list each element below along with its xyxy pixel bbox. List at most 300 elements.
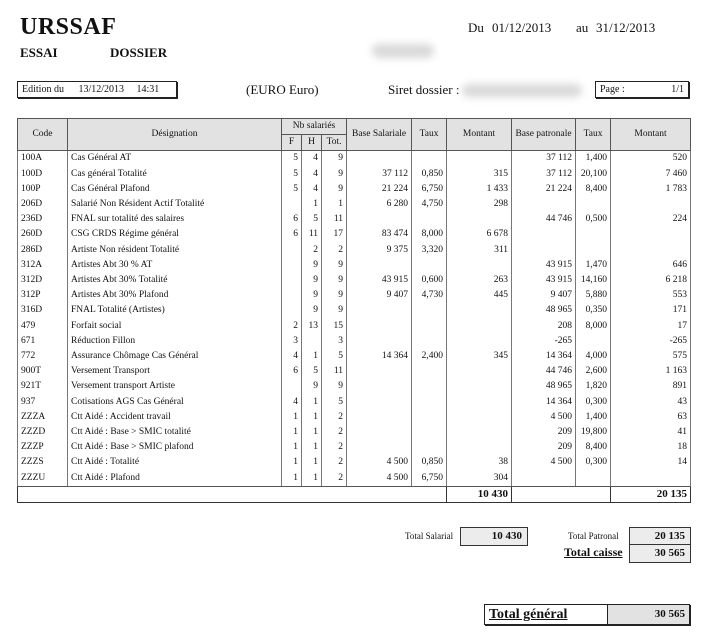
cell-tot: 5 [322,395,347,410]
cell-montant-salarial: 263 [447,273,512,288]
total-general-label: Total général [489,607,568,622]
cell-code: 900T [18,364,68,379]
period-du-label: Du [468,20,484,35]
cell-code: ZZZP [18,440,68,455]
table-row [18,471,691,487]
cell-tot: 11 [322,364,347,379]
cell-taux-patronal: 1,400 [576,151,611,167]
cell-h: 9 [302,288,322,303]
cell-base-patronale: 209 [512,440,576,455]
cell-code: 260D [18,227,68,242]
cell-f: 4 [282,349,302,364]
cell-taux-salarial [412,410,447,425]
table-row [18,227,691,242]
cell-h: 1 [302,440,322,455]
cell-f: 3 [282,334,302,349]
cell-f [282,288,302,303]
table-row [18,273,691,288]
cell-h: 2 [302,243,322,258]
cell-montant-patronal: 6 218 [611,273,691,288]
page-label: Page : [600,84,625,95]
cell-designation: Artiste Non résident Totalité [68,243,282,258]
cell-taux-salarial: 0,600 [412,273,447,288]
cell-montant-salarial: 1 433 [447,182,512,197]
cell-tot: 3 [322,334,347,349]
cell-montant-patronal: 520 [611,151,691,167]
cell-montant-salarial [447,410,512,425]
col-base-salariale: Base Salariale [347,119,412,151]
cell-tot: 9 [322,167,347,182]
cell-montant-patronal: -265 [611,334,691,349]
table-row [18,319,691,334]
cell-taux-salarial: 6,750 [412,471,447,487]
cell-code: 772 [18,349,68,364]
cell-h: 5 [302,364,322,379]
cell-taux-patronal [576,334,611,349]
cell-code: 206D [18,197,68,212]
cell-montant-salarial [447,319,512,334]
total-caisse-value: 30 565 [629,544,691,563]
cell-base-salariale [347,379,412,394]
cell-base-salariale [347,319,412,334]
cell-base-salariale [347,258,412,273]
cell-base-salariale: 83 474 [347,227,412,242]
cell-tot: 15 [322,319,347,334]
cell-base-patronale: 9 407 [512,288,576,303]
col-designation: Désignation [68,119,282,151]
cell-f [282,258,302,273]
table-row [18,395,691,410]
cell-h: 11 [302,227,322,242]
cell-taux-patronal: 2,600 [576,364,611,379]
cell-base-patronale: 37 112 [512,167,576,182]
cell-montant-patronal: 171 [611,303,691,318]
cell-tot: 2 [322,410,347,425]
cell-h: 4 [302,167,322,182]
cell-base-salariale: 14 364 [347,349,412,364]
cell-taux-salarial: 8,000 [412,227,447,242]
cell-code: 100A [18,151,68,167]
cell-f: 4 [282,395,302,410]
cell-base-patronale [512,227,576,242]
table-row [18,364,691,379]
cell-base-salariale [347,212,412,227]
cell-tot: 9 [322,151,347,167]
cell-code: ZZZA [18,410,68,425]
org-title: URSSAF [20,14,117,40]
total-general-value: 30 565 [607,605,689,624]
cell-designation: Forfait social [68,319,282,334]
period-end: 31/12/2013 [596,20,656,35]
cell-taux-salarial: 3,320 [412,243,447,258]
totals-spacer-2 [512,486,611,502]
cell-montant-salarial [447,303,512,318]
cell-f: 1 [282,471,302,487]
cell-taux-salarial: 0,850 [412,455,447,470]
edition-time: 14:31 [136,84,160,95]
cell-montant-salarial [447,425,512,440]
col-taux-patronal: Taux [576,119,611,151]
cell-taux-patronal: 1,470 [576,258,611,273]
cell-base-patronale [512,471,576,487]
cell-montant-salarial: 304 [447,471,512,487]
cell-f: 6 [282,364,302,379]
cell-taux-salarial [412,425,447,440]
cell-tot: 2 [322,440,347,455]
cell-base-patronale: 14 364 [512,349,576,364]
total-salarial-value: 10 430 [460,527,528,546]
cell-taux-salarial [412,258,447,273]
cell-base-patronale: 48 965 [512,379,576,394]
cell-montant-patronal: 17 [611,319,691,334]
table-row [18,349,691,364]
table-row [18,440,691,455]
cell-designation: CSG CRDS Régime général [68,227,282,242]
cell-designation: Cas Général AT [68,151,282,167]
cell-designation: FNAL Totalité (Artistes) [68,303,282,318]
period-start: 01/12/2013 [492,20,552,35]
col-taux-salarial: Taux [412,119,447,151]
cell-code: 312D [18,273,68,288]
cell-designation: Ctt Aidé : Plafond [68,471,282,487]
cell-base-patronale: 43 915 [512,273,576,288]
cell-base-patronale [512,243,576,258]
cell-montant-salarial [447,395,512,410]
cell-taux-patronal: 20,100 [576,167,611,182]
cell-h: 1 [302,455,322,470]
cell-base-salariale [347,440,412,455]
total-salarial-label: Total Salarial [405,531,454,541]
table-row [18,212,691,227]
cell-montant-patronal [611,197,691,212]
cell-f: 5 [282,182,302,197]
col-h: H [302,135,322,151]
cell-f: 5 [282,167,302,182]
cell-base-patronale: 48 965 [512,303,576,318]
total-montant-patronal: 20 135 [611,486,691,502]
cell-montant-salarial [447,379,512,394]
cell-montant-patronal: 18 [611,440,691,455]
total-caisse-label: Total caisse [564,545,623,559]
cell-montant-salarial: 6 678 [447,227,512,242]
cell-taux-patronal [576,243,611,258]
cell-designation: Ctt Aidé : Base > SMIC plafond [68,440,282,455]
cell-montant-salarial: 311 [447,243,512,258]
cell-h: 13 [302,319,322,334]
edition-date: 13/12/2013 [78,84,125,95]
siret-label: Siret dossier : [388,82,460,97]
cell-montant-salarial: 345 [447,349,512,364]
cell-base-salariale: 21 224 [347,182,412,197]
table-row [18,151,691,167]
cell-h: 9 [302,258,322,273]
cell-montant-patronal: 646 [611,258,691,273]
cell-montant-patronal: 553 [611,288,691,303]
cell-montant-patronal: 891 [611,379,691,394]
cell-h: 9 [302,303,322,318]
cell-montant-patronal: 43 [611,395,691,410]
cell-taux-patronal: 0,500 [576,212,611,227]
cell-montant-salarial [447,151,512,167]
cell-tot: 9 [322,303,347,318]
cell-f: 6 [282,227,302,242]
total-patronal-label: Total Patronal [568,531,619,541]
cell-code: 100D [18,167,68,182]
period-au-label: au [576,20,589,35]
cell-f [282,273,302,288]
cell-designation: Cas général Totalité [68,167,282,182]
cell-montant-salarial [447,258,512,273]
cell-designation: Ctt Aidé : Base > SMIC totalité [68,425,282,440]
cell-taux-patronal: 8,400 [576,440,611,455]
cell-designation: Cas Général Plafond [68,182,282,197]
cell-taux-patronal [576,471,611,487]
page-value: 1/1 [671,84,684,95]
cell-base-salariale [347,425,412,440]
cell-base-patronale: 44 746 [512,212,576,227]
cell-designation: Versement transport Artiste [68,379,282,394]
cell-tot: 17 [322,227,347,242]
cell-taux-salarial: 4,730 [412,288,447,303]
edition-box [17,81,177,98]
cell-montant-salarial: 315 [447,167,512,182]
cell-base-salariale: 9 375 [347,243,412,258]
cell-taux-patronal: 0,300 [576,455,611,470]
cell-h: 5 [302,212,322,227]
cell-base-salariale: 43 915 [347,273,412,288]
totals-spacer [18,486,447,502]
table-row [18,334,691,349]
cell-taux-patronal: 0,350 [576,303,611,318]
cell-base-salariale [347,303,412,318]
col-montant-salarial: Montant [447,119,512,151]
cell-f: 1 [282,425,302,440]
cell-taux-salarial [412,334,447,349]
cell-designation: Assurance Chômage Cas Général [68,349,282,364]
cell-h: 1 [302,349,322,364]
cell-tot: 2 [322,455,347,470]
cell-taux-salarial [412,151,447,167]
cell-tot: 2 [322,243,347,258]
cell-f: 6 [282,212,302,227]
cell-f: 2 [282,319,302,334]
total-patronal-value: 20 135 [629,527,691,546]
cell-h: 1 [302,395,322,410]
cell-montant-salarial [447,212,512,227]
cell-f [282,243,302,258]
col-f: F [282,135,302,151]
total-montant-salarial: 10 430 [447,486,512,502]
cell-base-salariale [347,151,412,167]
cell-base-patronale [512,197,576,212]
cell-h: 1 [302,410,322,425]
redacted-dossier-name [372,44,434,58]
total-general-box [484,604,690,625]
table-row [18,288,691,303]
dossier-label: DOSSIER [110,45,168,60]
cell-code: 479 [18,319,68,334]
cell-tot: 9 [322,258,347,273]
cell-taux-patronal: 19,800 [576,425,611,440]
table-row [18,243,691,258]
cell-base-patronale: 14 364 [512,395,576,410]
cell-f: 5 [282,151,302,167]
table-row [18,425,691,440]
col-base-patronale: Base patronale [512,119,576,151]
cell-code: 100P [18,182,68,197]
cell-designation: Réduction Fillon [68,334,282,349]
cell-h: 4 [302,151,322,167]
cell-base-salariale: 4 500 [347,471,412,487]
cell-code: 312A [18,258,68,273]
cell-base-patronale: -265 [512,334,576,349]
cell-f [282,197,302,212]
cell-h: 1 [302,425,322,440]
cell-designation: Cotisations AGS Cas Général [68,395,282,410]
cotisations-table [17,118,691,503]
cell-h: 1 [302,197,322,212]
cell-base-patronale: 44 746 [512,364,576,379]
cell-base-patronale: 43 915 [512,258,576,273]
page-box [595,81,689,98]
cell-tot: 1 [322,197,347,212]
col-code: Code [18,119,68,151]
cell-base-patronale: 4 500 [512,410,576,425]
cell-montant-patronal: 1 783 [611,182,691,197]
table-row [18,410,691,425]
cell-base-patronale: 37 112 [512,151,576,167]
cell-taux-salarial: 6,750 [412,182,447,197]
cell-montant-salarial [447,334,512,349]
cell-f [282,379,302,394]
cell-base-salariale: 9 407 [347,288,412,303]
cell-montant-patronal [611,243,691,258]
cell-tot: 9 [322,273,347,288]
cell-h [302,334,322,349]
cell-tot: 9 [322,182,347,197]
cell-montant-salarial [447,364,512,379]
cell-base-patronale: 21 224 [512,182,576,197]
table-row [18,379,691,394]
table-row [18,455,691,470]
cell-base-salariale [347,334,412,349]
cell-base-salariale: 37 112 [347,167,412,182]
table-row [18,182,691,197]
cell-designation: Ctt Aidé : Totalité [68,455,282,470]
cell-taux-patronal: 1,400 [576,410,611,425]
cell-f: 1 [282,455,302,470]
cell-taux-patronal: 8,000 [576,319,611,334]
cell-f: 1 [282,410,302,425]
cell-base-salariale [347,364,412,379]
cell-taux-salarial [412,440,447,455]
cell-taux-patronal: 5,880 [576,288,611,303]
cell-taux-salarial [412,212,447,227]
cell-montant-salarial: 445 [447,288,512,303]
cell-taux-salarial [412,303,447,318]
cell-code: 671 [18,334,68,349]
cell-taux-salarial: 0,850 [412,167,447,182]
cell-tot: 9 [322,379,347,394]
cell-montant-patronal: 63 [611,410,691,425]
cell-h: 4 [302,182,322,197]
cell-designation: Artistes Abt 30% Plafond [68,288,282,303]
cell-montant-patronal: 1 163 [611,364,691,379]
cell-designation: Salarié Non Résident Actif Totalité [68,197,282,212]
cell-taux-patronal: 14,160 [576,273,611,288]
cell-designation: Ctt Aidé : Accident travail [68,410,282,425]
cell-code: 312P [18,288,68,303]
table-row [18,303,691,318]
cell-taux-patronal: 1,820 [576,379,611,394]
cell-base-salariale: 4 500 [347,455,412,470]
cell-montant-patronal [611,227,691,242]
cell-taux-salarial [412,379,447,394]
cell-montant-salarial: 298 [447,197,512,212]
cell-taux-patronal: 0,300 [576,395,611,410]
cell-tot: 5 [322,349,347,364]
cell-code: ZZZS [18,455,68,470]
cell-code: 236D [18,212,68,227]
cell-code: ZZZD [18,425,68,440]
col-tot: Tot. [322,135,347,151]
table-row [18,258,691,273]
essai-label: ESSAI [20,45,58,60]
cell-montant-salarial: 38 [447,455,512,470]
cell-tot: 2 [322,471,347,487]
cell-taux-salarial: 4,750 [412,197,447,212]
cell-montant-patronal: 7 460 [611,167,691,182]
cell-taux-patronal: 4,000 [576,349,611,364]
cell-taux-patronal [576,197,611,212]
cell-code: 937 [18,395,68,410]
cell-montant-patronal: 575 [611,349,691,364]
cell-montant-patronal: 224 [611,212,691,227]
cell-tot: 2 [322,425,347,440]
cell-h: 9 [302,379,322,394]
edition-label: Edition du [22,84,64,95]
cell-code: 921T [18,379,68,394]
cell-base-patronale: 4 500 [512,455,576,470]
cell-montant-salarial [447,440,512,455]
cell-h: 9 [302,273,322,288]
table-row [18,197,691,212]
col-montant-patronal: Montant [611,119,691,151]
cell-montant-patronal: 41 [611,425,691,440]
cell-designation: Artistes Abt 30% Totalité [68,273,282,288]
cell-designation: Artistes Abt 30 % AT [68,258,282,273]
cell-montant-patronal: 14 [611,455,691,470]
cell-base-patronale: 209 [512,425,576,440]
cell-code: ZZZU [18,471,68,487]
cell-base-salariale: 6 280 [347,197,412,212]
cell-f: 1 [282,440,302,455]
cell-h: 1 [302,471,322,487]
cell-designation: Versement Transport [68,364,282,379]
cell-taux-salarial: 2,400 [412,349,447,364]
cell-f [282,303,302,318]
redacted-siret [462,84,582,97]
table-row [18,167,691,182]
cell-taux-patronal: 8,400 [576,182,611,197]
cell-taux-salarial [412,319,447,334]
cell-taux-patronal [576,227,611,242]
cell-taux-salarial [412,395,447,410]
cell-base-salariale [347,395,412,410]
cell-base-salariale [347,410,412,425]
cell-designation: FNAL sur totalité des salaires [68,212,282,227]
cell-code: 316D [18,303,68,318]
